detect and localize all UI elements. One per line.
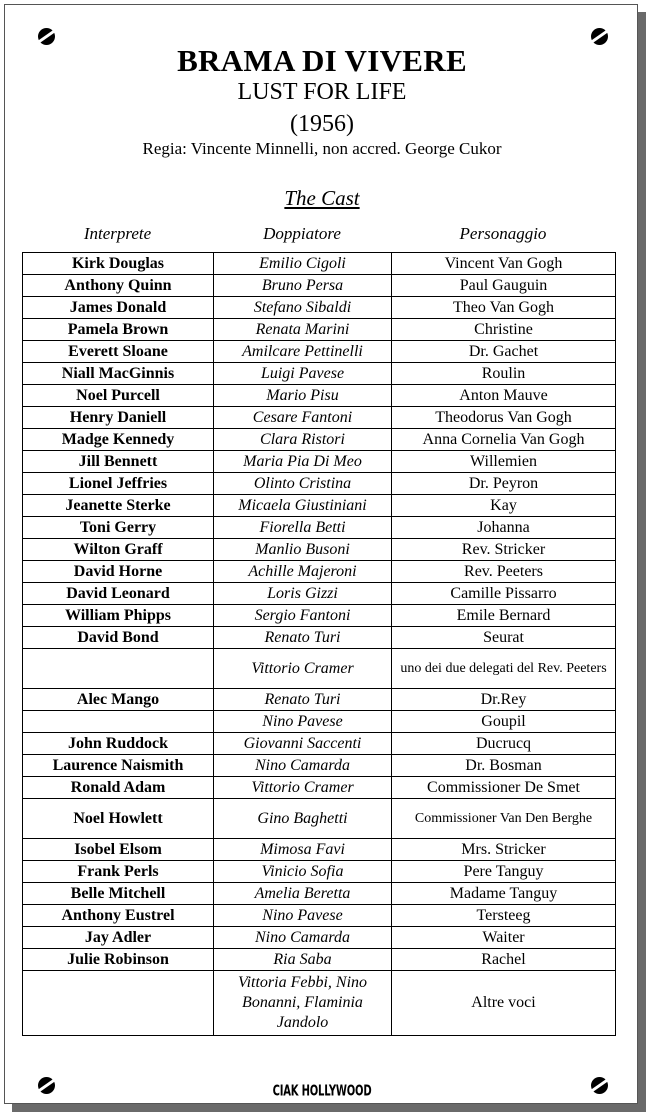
table-row — [23, 539, 616, 561]
dubber-cell: Olinto Cristina — [214, 473, 392, 495]
table-row — [23, 605, 616, 627]
actor-cell: David Bond — [23, 627, 214, 649]
actor-cell — [23, 649, 214, 689]
dubber-cell: Renato Turi — [214, 627, 392, 649]
table-row — [23, 253, 616, 275]
role-cell: Ducrucq — [392, 733, 616, 755]
role-cell: Camille Pissarro — [392, 583, 616, 605]
column-header-doppiatore: Doppiatore — [263, 224, 341, 243]
actor-cell: Jill Bennett — [23, 451, 214, 473]
role-cell: Commissioner Van Den Berghe — [392, 799, 616, 839]
dubber-cell: Emilio Cigoli — [214, 253, 392, 275]
table-row — [23, 689, 616, 711]
dubber-cell: Vittorio Cramer — [214, 649, 392, 689]
actor-cell: Isobel Elsom — [23, 839, 214, 861]
table-row — [23, 451, 616, 473]
role-cell: Seurat — [392, 627, 616, 649]
actor-cell: David Horne — [23, 561, 214, 583]
table-row — [23, 711, 616, 733]
actor-cell: James Donald — [23, 297, 214, 319]
dubber-cell: Micaela Giustiniani — [214, 495, 392, 517]
role-cell: Willemien — [392, 451, 616, 473]
table-row — [23, 517, 616, 539]
table-row — [23, 755, 616, 777]
actor-cell: Jay Adler — [23, 927, 214, 949]
role-cell: Rachel — [392, 949, 616, 971]
dubber-cell: Mimosa Favi — [214, 839, 392, 861]
role-cell: Dr.Rey — [392, 689, 616, 711]
actor-cell: Noel Howlett — [23, 799, 214, 839]
film-year: (1956) — [290, 111, 354, 137]
dubber-cell: Mario Pisu — [214, 385, 392, 407]
dubber-cell: Vittoria Febbi, Nino Bonanni, Flaminia Jandolo — [214, 971, 392, 1036]
table-row — [23, 297, 616, 319]
dubber-cell: Amilcare Pettinelli — [214, 341, 392, 363]
table-row — [23, 561, 616, 583]
table-row — [23, 495, 616, 517]
dubber-cell: Stefano Sibaldi — [214, 297, 392, 319]
actor-cell — [23, 971, 214, 1036]
dubber-cell: Nino Camarda — [214, 755, 392, 777]
table-row — [23, 363, 616, 385]
role-cell: Emile Bernard — [392, 605, 616, 627]
actor-cell: Jeanette Sterke — [23, 495, 214, 517]
cast-table-body — [23, 253, 616, 1036]
table-row — [23, 927, 616, 949]
actor-cell: Frank Perls — [23, 861, 214, 883]
film-title: BRAMA DI VIVERE — [177, 43, 467, 78]
table-row — [23, 429, 616, 451]
actor-cell — [23, 711, 214, 733]
dubber-cell: Fiorella Betti — [214, 517, 392, 539]
dubber-cell: Vittorio Cramer — [214, 777, 392, 799]
actor-cell: Everett Sloane — [23, 341, 214, 363]
role-cell: Tersteeg — [392, 905, 616, 927]
role-cell: uno dei due delegati del Rev. Peeters — [392, 649, 616, 689]
role-cell: Vincent Van Gogh — [392, 253, 616, 275]
actor-cell: William Phipps — [23, 605, 214, 627]
dubber-cell: Bruno Persa — [214, 275, 392, 297]
table-row — [23, 627, 616, 649]
role-cell: Theodorus Van Gogh — [392, 407, 616, 429]
role-cell: Rev. Peeters — [392, 561, 616, 583]
table-row — [23, 407, 616, 429]
dubber-cell: Renata Marini — [214, 319, 392, 341]
table-row — [23, 949, 616, 971]
dubber-cell: Nino Pavese — [214, 905, 392, 927]
role-cell: Altre voci — [392, 971, 616, 1036]
table-row — [23, 971, 616, 1036]
role-cell: Kay — [392, 495, 616, 517]
dubber-cell: Cesare Fantoni — [214, 407, 392, 429]
table-row — [23, 905, 616, 927]
role-cell: Pere Tanguy — [392, 861, 616, 883]
role-cell: Dr. Bosman — [392, 755, 616, 777]
table-row — [23, 275, 616, 297]
role-cell: Goupil — [392, 711, 616, 733]
role-cell: Madame Tanguy — [392, 883, 616, 905]
table-row — [23, 883, 616, 905]
table-row — [23, 473, 616, 495]
role-cell: Dr. Gachet — [392, 341, 616, 363]
table-row — [23, 649, 616, 689]
actor-cell: David Leonard — [23, 583, 214, 605]
director-line: Regia: Vincente Minnelli, non accred. George Cukor — [142, 139, 502, 158]
role-cell: Mrs. Stricker — [392, 839, 616, 861]
table-row — [23, 319, 616, 341]
table-row — [23, 385, 616, 407]
actor-cell: Pamela Brown — [23, 319, 214, 341]
dubber-cell: Ria Saba — [214, 949, 392, 971]
dubber-cell: Achille Majeroni — [214, 561, 392, 583]
actor-cell: Wilton Graff — [23, 539, 214, 561]
dubber-cell: Sergio Fantoni — [214, 605, 392, 627]
actor-cell: Kirk Douglas — [23, 253, 214, 275]
role-cell: Johanna — [392, 517, 616, 539]
role-cell: Christine — [392, 319, 616, 341]
role-cell: Anton Mauve — [392, 385, 616, 407]
role-cell: Dr. Peyron — [392, 473, 616, 495]
dubber-cell: Clara Ristori — [214, 429, 392, 451]
actor-cell: Anthony Eustrel — [23, 905, 214, 927]
actor-cell: Lionel Jeffries — [23, 473, 214, 495]
dubber-cell: Giovanni Saccenti — [214, 733, 392, 755]
role-cell: Roulin — [392, 363, 616, 385]
dubber-cell: Vinicio Sofia — [214, 861, 392, 883]
role-cell: Commissioner De Smet — [392, 777, 616, 799]
actor-cell: John Ruddock — [23, 733, 214, 755]
table-row — [23, 799, 616, 839]
actor-cell: Ronald Adam — [23, 777, 214, 799]
table-row — [23, 861, 616, 883]
column-header-interprete: Interprete — [83, 224, 152, 243]
role-cell: Theo Van Gogh — [392, 297, 616, 319]
actor-cell: Laurence Naismith — [23, 755, 214, 777]
cast-card — [4, 4, 638, 1104]
column-header-personaggio: Personaggio — [459, 224, 547, 243]
table-row — [23, 839, 616, 861]
dubber-cell: Gino Baghetti — [214, 799, 392, 839]
actor-cell: Julie Robinson — [23, 949, 214, 971]
actor-cell: Niall MacGinnis — [23, 363, 214, 385]
dubber-cell: Nino Pavese — [214, 711, 392, 733]
actor-cell: Henry Daniell — [23, 407, 214, 429]
dubber-cell: Renato Turi — [214, 689, 392, 711]
actor-cell: Noel Purcell — [23, 385, 214, 407]
actor-cell: Belle Mitchell — [23, 883, 214, 905]
cast-table — [22, 252, 616, 1036]
table-row — [23, 583, 616, 605]
ciak-hollywood-logo: CIAK HOLLYWOOD — [272, 1083, 372, 1100]
table-row — [23, 733, 616, 755]
dubber-cell: Nino Camarda — [214, 927, 392, 949]
dubber-cell: Amelia Beretta — [214, 883, 392, 905]
dubber-cell: Loris Gizzi — [214, 583, 392, 605]
cast-heading: The Cast — [284, 186, 360, 210]
table-row — [23, 777, 616, 799]
actor-cell: Anthony Quinn — [23, 275, 214, 297]
role-cell: Waiter — [392, 927, 616, 949]
role-cell: Rev. Stricker — [392, 539, 616, 561]
dubber-cell: Manlio Busoni — [214, 539, 392, 561]
actor-cell: Toni Gerry — [23, 517, 214, 539]
table-row — [23, 341, 616, 363]
original-title: LUST FOR LIFE — [237, 79, 407, 105]
role-cell: Paul Gauguin — [392, 275, 616, 297]
dubber-cell: Maria Pia Di Meo — [214, 451, 392, 473]
role-cell: Anna Cornelia Van Gogh — [392, 429, 616, 451]
actor-cell: Alec Mango — [23, 689, 214, 711]
dubber-cell: Luigi Pavese — [214, 363, 392, 385]
actor-cell: Madge Kennedy — [23, 429, 214, 451]
